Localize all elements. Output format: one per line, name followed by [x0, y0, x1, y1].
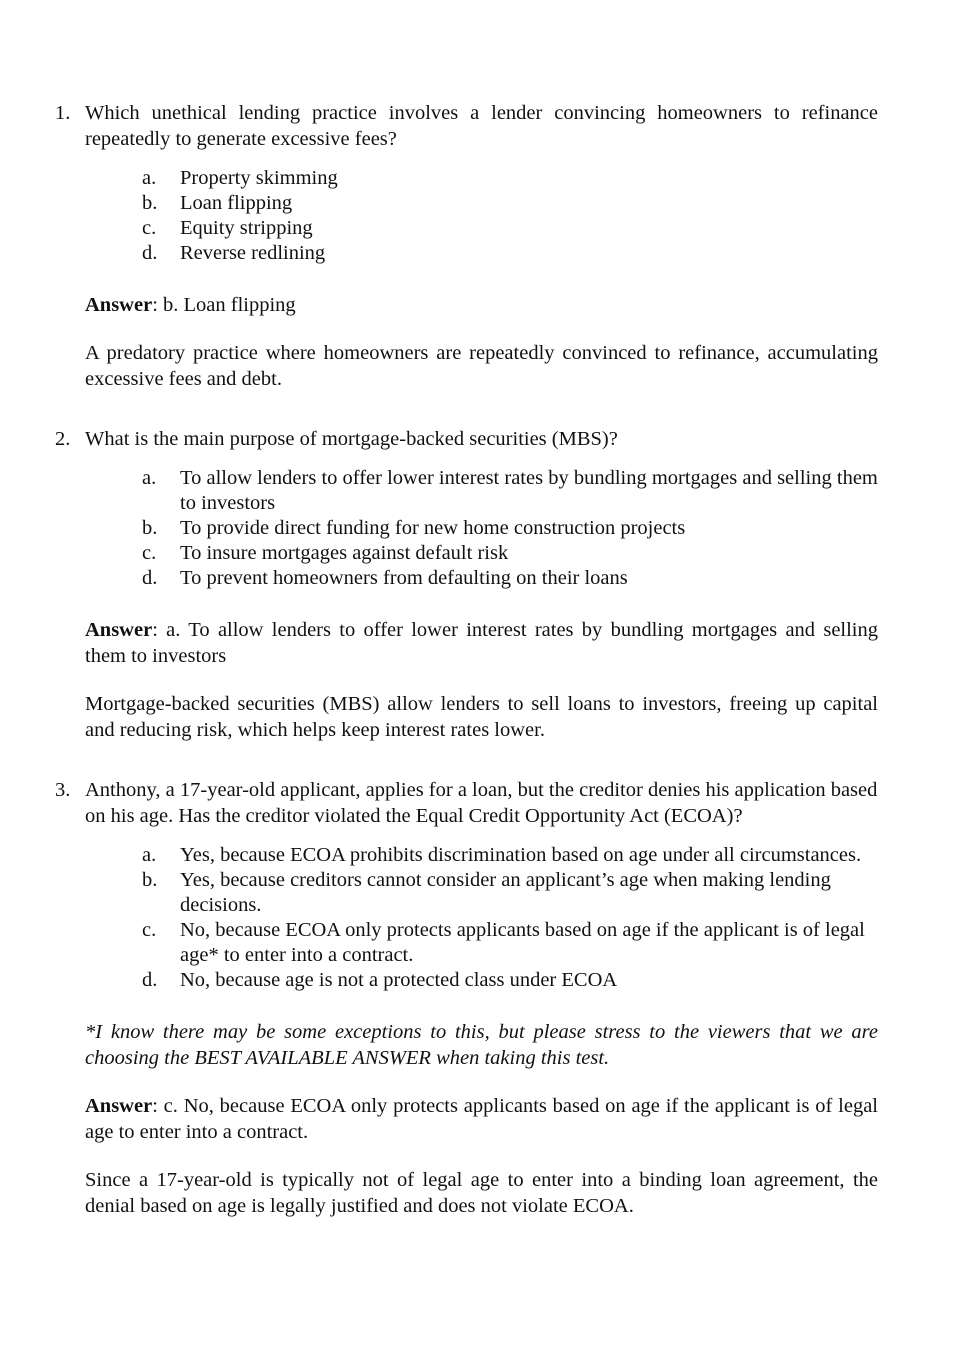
option-text-1d: Reverse redlining [180, 242, 326, 264]
option-letter-3d: d. [142, 969, 158, 991]
option-letter-1d: d. [142, 242, 158, 264]
option-letter-3a: a. [142, 844, 157, 866]
question-number-2: 2. [55, 428, 71, 450]
question-item-1 [55, 100, 878, 392]
option-letter-3b: b. [142, 869, 158, 891]
option-item-2b[interactable] [142, 516, 878, 541]
option-text-1a: Property skimming [180, 167, 338, 189]
option-text-3c: No, because ECOA only protects applicants based on age if the applicant is of legal age* to enter into a contract. [180, 919, 865, 966]
option-list-2 [85, 466, 878, 591]
question-item-2 [55, 426, 878, 743]
option-letter-2b: b. [142, 517, 158, 539]
question-number-3: 3. [55, 779, 71, 801]
question-stem-2: What is the main purpose of mortgage-backed securities (MBS)? [85, 428, 618, 450]
option-item-2d[interactable] [142, 566, 878, 591]
answer-line-1 [85, 292, 878, 318]
option-text-2b: To provide direct funding for new home construction projects [180, 517, 686, 539]
option-text-2d: To prevent homeowners from defaulting on their loans [180, 567, 628, 589]
option-letter-1b: b. [142, 192, 158, 214]
option-letter-3c: c. [142, 919, 157, 941]
option-letter-2c: c. [142, 542, 157, 564]
footnote-suffix-3: when taking this test. [430, 1047, 610, 1069]
option-item-3d[interactable] [142, 968, 878, 993]
option-item-1c[interactable] [142, 216, 878, 241]
option-item-1d[interactable] [142, 241, 878, 266]
option-letter-2d: d. [142, 567, 158, 589]
option-text-2a: To allow lenders to offer lower interest rates by bundling mortgages and selling them to investors [180, 467, 878, 514]
question-list [55, 100, 878, 1219]
question-number-1: 1. [55, 102, 71, 124]
footnote-prefix-3: *I know there may be some exceptions to this, but please stress to the viewers that we are choosing the [85, 1021, 878, 1069]
option-text-2c: To insure mortgages against default risk [180, 542, 509, 564]
option-item-1b[interactable] [142, 191, 878, 216]
option-item-3c[interactable] [142, 918, 878, 968]
question-stem-3: Anthony, a 17-year-old applicant, applies for a loan, but the creditor denies his application based on his age. Has the creditor violated the Equal Credit Opportunity Act (ECOA)? [85, 779, 878, 827]
option-item-2a[interactable] [142, 466, 878, 516]
question-stem-1: Which unethical lending practice involves a lender convincing homeowners to refinance repeatedly to generate excessive fees? [85, 102, 878, 150]
option-text-1c: Equity stripping [180, 217, 313, 239]
explanation-1: A predatory practice where homeowners are repeatedly convinced to refinance, accumulating excessive fees and debt. [85, 342, 878, 390]
option-item-2c[interactable] [142, 541, 878, 566]
option-letter-1c: c. [142, 217, 157, 239]
option-text-3a: Yes, because ECOA prohibits discrimination based on age under all circumstances. [180, 844, 862, 866]
option-item-3b[interactable] [142, 868, 878, 918]
option-list-3 [85, 843, 878, 993]
answer-line-3 [85, 1093, 878, 1145]
answer-label-3: Answer [85, 1095, 153, 1117]
answer-value-3: : c. No, because ECOA only protects applicants based on age if the applicant is of legal age to enter into a contract. [85, 1095, 878, 1143]
option-letter-1a: a. [142, 167, 157, 189]
answer-label-2: Answer [85, 619, 153, 641]
option-text-3b: Yes, because creditors cannot consider an applicant’s age when making lending decisions. [180, 869, 831, 916]
answer-label-1: Answer [85, 294, 153, 316]
option-letter-2a: a. [142, 467, 157, 489]
option-list-1 [85, 166, 878, 266]
option-item-1a[interactable] [142, 166, 878, 191]
explanation-2: Mortgage-backed securities (MBS) allow lenders to sell loans to investors, freeing up capital and reducing risk, which helps keep interest rates lower. [85, 693, 878, 741]
option-item-3a[interactable] [142, 843, 878, 868]
footnote-emphasis-3: BEST AVAILABLE ANSWER [194, 1047, 431, 1069]
option-text-3d: No, because age is not a protected class under ECOA [180, 969, 618, 991]
footnote-3 [85, 1019, 878, 1071]
question-item-3 [55, 777, 878, 1219]
option-text-1b: Loan flipping [180, 192, 293, 214]
answer-value-2: : a. To allow lenders to offer lower interest rates by bundling mortgages and selling them to investors [85, 619, 878, 667]
answer-value-1: : b. Loan flipping [152, 294, 296, 316]
answer-line-2 [85, 617, 878, 669]
explanation-3: Since a 17-year-old is typically not of legal age to enter into a binding loan agreement, the denial based on age is legally justified and does not violate ECOA. [85, 1169, 878, 1217]
